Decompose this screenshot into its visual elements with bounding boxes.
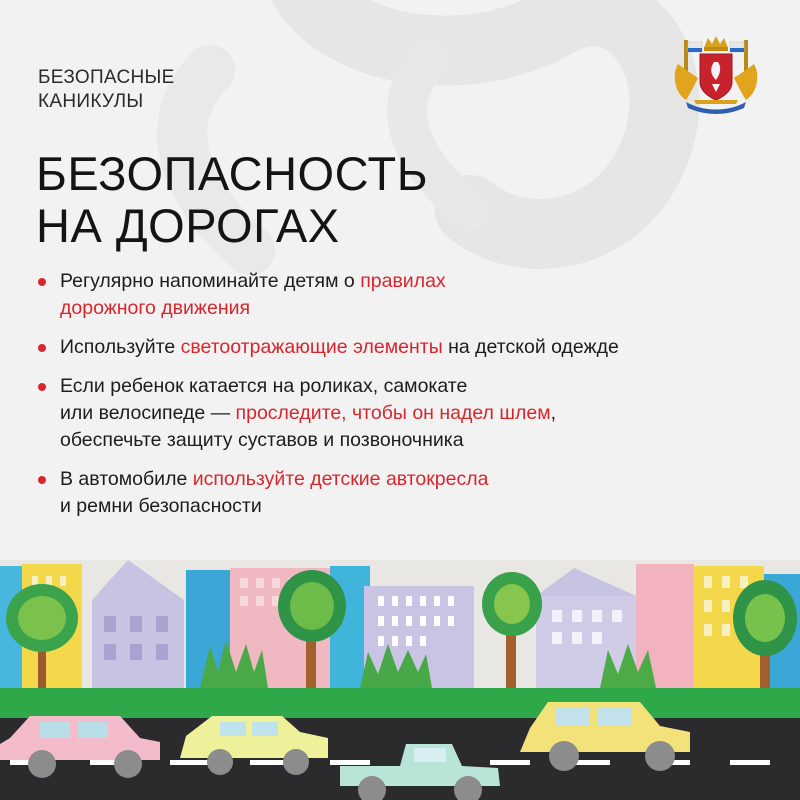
tip-text: Регулярно напоминайте детям о xyxy=(60,270,361,292)
tips-list xyxy=(38,268,778,532)
tip-highlight: правилах xyxy=(360,270,446,292)
tip-highlight-2: дорожного движения xyxy=(60,297,251,319)
bullet-dot-icon xyxy=(38,278,46,286)
tip-text-after-2: обеспечьте защиту суставов и позвоночника xyxy=(60,429,464,451)
bullet-dot-icon xyxy=(38,383,46,391)
tip-item xyxy=(38,268,778,322)
tip-item xyxy=(38,466,778,520)
tip-highlight: светоотражающие элементы xyxy=(180,336,443,358)
tip-text: Если ребенок катается на роликах, самокате xyxy=(60,375,468,397)
tip-highlight: проследите, чтобы он надел шлем xyxy=(235,402,551,424)
tip-text: Используйте xyxy=(60,336,181,358)
tip-text-after: на детской одежде xyxy=(442,336,619,358)
tip-highlight: используйте детские автокресла xyxy=(192,468,489,490)
tip-text: В автомобиле xyxy=(60,468,193,490)
tip-text-after: , xyxy=(550,402,557,424)
title-line-1: БЕЗОПАСНОСТЬ xyxy=(36,147,429,200)
kicker-line-1: БЕЗОПАСНЫЕ xyxy=(38,67,175,88)
page-title xyxy=(36,148,428,252)
title-line-2: НА ДОРОГАХ xyxy=(36,199,340,252)
tip-item xyxy=(38,334,778,361)
kicker-line-2: КАНИКУЛЫ xyxy=(38,91,144,112)
tip-item xyxy=(38,373,778,454)
kicker xyxy=(38,66,175,114)
bullet-dot-icon xyxy=(38,476,46,484)
bullet-dot-icon xyxy=(38,344,46,352)
coat-of-arms-emblem-icon xyxy=(664,34,768,114)
paper-city-street-illustration xyxy=(0,560,800,800)
tip-text-after: и ремни безопасности xyxy=(60,495,262,517)
tip-text-2: или велосипеде — xyxy=(60,402,236,424)
